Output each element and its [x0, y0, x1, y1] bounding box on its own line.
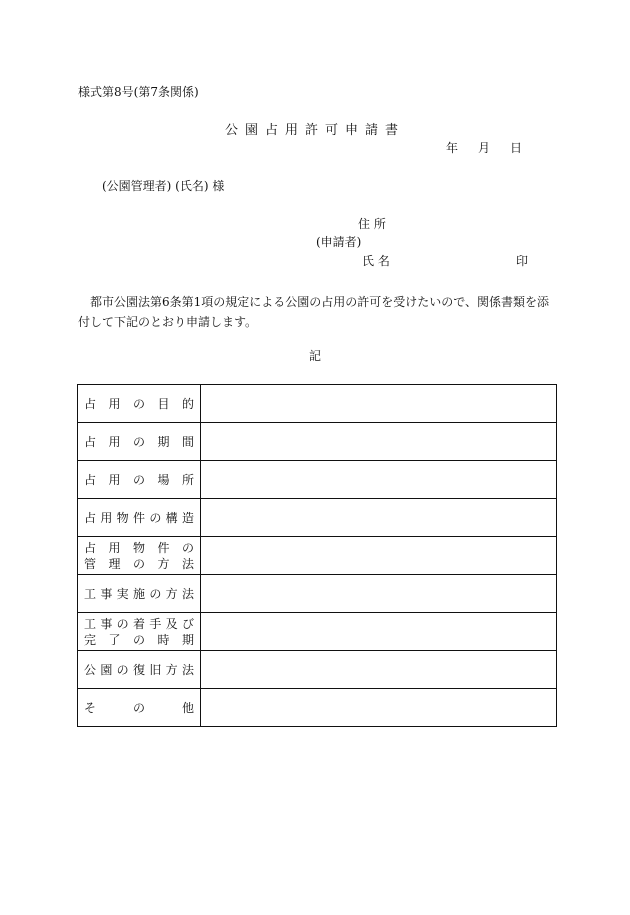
item-label: 占 用 物 件 の: [84, 540, 194, 555]
item-value-cell[interactable]: [201, 537, 557, 575]
item-label: 完 了 の 時 期: [84, 632, 194, 647]
addressee-line: (公園管理者) (氏名) 様: [102, 179, 225, 193]
table-row: [78, 613, 557, 651]
date-month: 月: [478, 141, 491, 155]
date-year: 年: [446, 141, 459, 155]
item-label: 占 用 の 場 所: [84, 472, 194, 487]
applicant-label: (申請者): [316, 235, 362, 249]
address-label: 住 所: [358, 217, 386, 231]
application-items-table: [77, 384, 557, 727]
table-row: [78, 461, 557, 499]
item-value-cell[interactable]: [201, 461, 557, 499]
item-label: 占 用 の 期 間: [84, 434, 194, 449]
item-label-cell: [78, 537, 201, 575]
table-row: [78, 423, 557, 461]
date-line: [446, 142, 522, 154]
request-body-text: 都市公園法第6条第1項の規定による公園の占用の許可を受けたいので、関係書類を添付して下記のとおり申請します。: [78, 295, 550, 329]
item-label: 工 事 の 着 手 及 び: [84, 616, 194, 631]
item-value-cell[interactable]: [201, 499, 557, 537]
item-label: そ の 他: [84, 700, 194, 715]
table-row: [78, 385, 557, 423]
item-value-cell[interactable]: [201, 651, 557, 689]
item-label: 占 用 物 件 の 構 造: [84, 510, 194, 525]
item-label-cell: [78, 423, 201, 461]
item-label: 占 用 の 目 的: [84, 396, 194, 411]
item-value-cell[interactable]: [201, 423, 557, 461]
table-row: [78, 689, 557, 727]
item-label-cell: [78, 651, 201, 689]
date-day: 日: [510, 141, 523, 155]
item-value-cell[interactable]: [201, 613, 557, 651]
item-label-cell: [78, 689, 201, 727]
ki-heading: 記: [308, 349, 321, 363]
item-label-cell: [78, 613, 201, 651]
seal-label: 印: [516, 254, 529, 268]
name-label: 氏 名: [362, 254, 390, 268]
table-row: [78, 537, 557, 575]
table-row: [78, 651, 557, 689]
document-title: 公園占用許可申請書: [224, 123, 405, 138]
items-table-body: [78, 385, 557, 727]
item-label: 管 理 の 方 法: [84, 556, 194, 571]
item-value-cell[interactable]: [201, 575, 557, 613]
item-label-cell: [78, 461, 201, 499]
table-row: [78, 575, 557, 613]
item-label-cell: [78, 575, 201, 613]
table-row: [78, 499, 557, 537]
item-label-cell: [78, 385, 201, 423]
item-value-cell[interactable]: [201, 689, 557, 727]
item-label: 公 園 の 復 旧 方 法: [84, 662, 194, 677]
item-label-cell: [78, 499, 201, 537]
item-value-cell[interactable]: [201, 385, 557, 423]
form-number: 様式第8号(第7条関係): [78, 85, 199, 99]
item-label: 工 事 実 施 の 方 法: [84, 586, 194, 601]
